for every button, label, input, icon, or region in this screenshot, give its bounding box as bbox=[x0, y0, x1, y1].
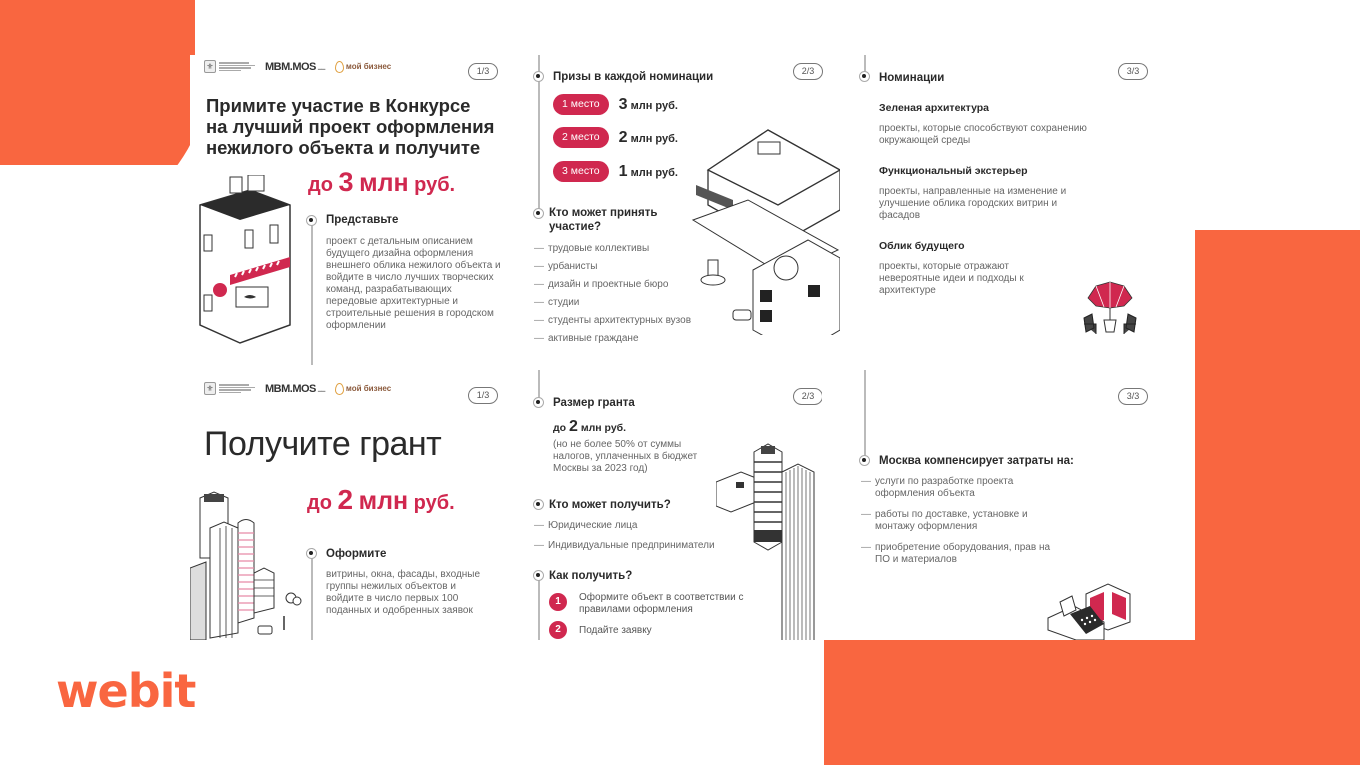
timeline-dot bbox=[533, 208, 544, 219]
contest-amount: до 3 млн руб. bbox=[308, 167, 456, 197]
slide-contest-1 bbox=[190, 55, 510, 365]
orange-ring-decoration bbox=[0, 0, 203, 165]
slide-grant-3 bbox=[846, 370, 1166, 640]
pin-icon bbox=[335, 383, 344, 395]
who-list bbox=[534, 243, 691, 345]
step-text: Подайте заявку bbox=[579, 625, 652, 636]
contest-title: Примите участие в Конкурсе на лучший проект оформления нежилого объекта и получите bbox=[206, 95, 495, 158]
list-item: — работы по доставке, установке и монтажу оформления bbox=[861, 509, 1046, 533]
who-get-list bbox=[534, 520, 715, 552]
nomination-desc: проекты, которые отражают невероятные идеи и подходы к архитектуре bbox=[879, 261, 1024, 296]
section-title: Представьте bbox=[326, 214, 399, 226]
page-badge: 1/3 bbox=[468, 387, 498, 404]
slide-grant-1 bbox=[190, 370, 510, 640]
prize-row bbox=[553, 161, 678, 182]
compensation-list bbox=[861, 476, 1061, 566]
grant-size-title: Размер гранта bbox=[553, 397, 635, 409]
list-item: — урбанисты bbox=[534, 261, 691, 273]
how-get-title: Как получить? bbox=[549, 570, 633, 582]
timeline-dot bbox=[533, 499, 544, 510]
crest-icon: ⚜ bbox=[204, 60, 216, 73]
dept-logo bbox=[204, 382, 255, 395]
page-badge: 1/3 bbox=[468, 63, 498, 80]
list-item: — приобретение оборудования, прав на ПО и материалов bbox=[861, 542, 1061, 566]
moi-biznes-logo: мой бизнес bbox=[335, 383, 391, 395]
skyscrapers-illustration bbox=[190, 488, 305, 640]
list-item: — дизайн и проектные бюро bbox=[534, 279, 691, 291]
partner-logos bbox=[204, 382, 391, 395]
mbm-mos-logo: MBM.MOS ▬▬ bbox=[265, 382, 325, 395]
crest-icon: ⚜ bbox=[204, 382, 216, 395]
compensation-title: Москва компенсирует затраты на: bbox=[879, 455, 1074, 467]
office-towers-illustration bbox=[716, 442, 822, 640]
building-illustration bbox=[190, 175, 298, 345]
prize-row bbox=[553, 127, 678, 148]
timeline-line bbox=[311, 215, 313, 365]
list-item: — Индивидуальные предприниматели bbox=[534, 540, 715, 552]
place-pill: 1 место bbox=[553, 94, 609, 115]
section-text: проект с детальным описанием будущего дизайна оформления внешнего облика нежилого объекта и войдите в число лучших творческих команд, разрабатывающих передовые архитектурные и строительные решения в городском оформлении bbox=[326, 236, 501, 331]
grant-size-note: (но не более 50% от суммы налогов, уплаченных в бюджет Москвы за 2023 год) bbox=[553, 439, 698, 474]
place-pill: 3 место bbox=[553, 161, 609, 182]
timeline-line bbox=[864, 370, 866, 457]
timeline-dot bbox=[533, 397, 544, 408]
payment-terminal-illustration bbox=[1046, 580, 1146, 640]
who-get-title: Кто может получить? bbox=[549, 499, 671, 511]
orange-block-bottom bbox=[824, 640, 1360, 765]
timeline-dot bbox=[533, 71, 544, 82]
slide-contest-3 bbox=[846, 55, 1166, 365]
nomination-desc: проекты, которые способствуют сохранению окружающей среды bbox=[879, 123, 1087, 146]
timeline-dot bbox=[533, 570, 544, 581]
timeline-dot bbox=[859, 455, 870, 466]
nomination-name: Зеленая архитектура bbox=[879, 102, 990, 114]
list-item: — Юридические лица bbox=[534, 520, 715, 532]
timeline-dot bbox=[306, 548, 317, 559]
list-item: — студии bbox=[534, 297, 691, 309]
list-item: — активные граждане bbox=[534, 333, 691, 345]
webit-logo: webit bbox=[56, 664, 196, 718]
timeline-line bbox=[538, 575, 540, 640]
prize-amount: 1 млн руб. bbox=[618, 162, 678, 180]
list-item: — трудовые коллективы bbox=[534, 243, 691, 255]
section-text: витрины, окна, фасады, входные группы нежилых объектов и войдите в число первых 100 поданных и одобренных заявок bbox=[326, 569, 481, 616]
step-number: 2 bbox=[549, 621, 567, 639]
nomination-desc: проекты, направленные на изменение и улучшение облика городских витрин и фасадов bbox=[879, 186, 1067, 221]
cafe-umbrella-illustration bbox=[1082, 280, 1138, 336]
mbm-mos-logo: MBM.MOS ▬▬ bbox=[265, 60, 325, 73]
list-item: — услуги по разработке проекта оформления объекта bbox=[861, 476, 1046, 500]
nominations-title: Номинации bbox=[879, 72, 945, 84]
partner-logos bbox=[204, 60, 391, 73]
grant-title: Получите грант bbox=[204, 425, 442, 463]
place-pill: 2 место bbox=[553, 127, 609, 148]
slide-contest-2 bbox=[518, 55, 840, 365]
list-item: — студенты архитектурных вузов bbox=[534, 315, 691, 327]
step-number: 1 bbox=[549, 593, 567, 611]
page-badge: 2/3 bbox=[793, 388, 822, 405]
house-illustration bbox=[688, 110, 840, 335]
page-badge: 2/3 bbox=[793, 63, 823, 80]
page-badge: 3/3 bbox=[1118, 388, 1148, 405]
pin-icon bbox=[335, 61, 344, 73]
prizes-title: Призы в каждой номинации bbox=[553, 71, 714, 83]
who-title: Кто может принять участие? bbox=[549, 207, 658, 233]
dept-logo bbox=[204, 60, 255, 73]
nomination-name: Облик будущего bbox=[879, 240, 965, 252]
timeline-line bbox=[311, 548, 313, 640]
step-text: Оформите объект в соответствии с правилами оформления bbox=[579, 592, 744, 615]
slide-grant-2 bbox=[518, 370, 822, 640]
timeline-dot bbox=[306, 215, 317, 226]
moi-biznes-logo: мой бизнес bbox=[335, 61, 391, 73]
prize-row bbox=[553, 94, 678, 115]
grant-amount: до 2 млн руб. bbox=[307, 484, 455, 515]
prize-amount: 2 млн руб. bbox=[618, 128, 678, 146]
nomination-name: Функциональный экстерьер bbox=[879, 165, 1028, 177]
section-title: Оформите bbox=[326, 548, 387, 560]
grant-size-amount: до 2 млн руб. bbox=[553, 418, 627, 435]
prize-amount: 3 млн руб. bbox=[618, 95, 678, 113]
page-badge: 3/3 bbox=[1118, 63, 1148, 80]
timeline-dot bbox=[859, 71, 870, 82]
